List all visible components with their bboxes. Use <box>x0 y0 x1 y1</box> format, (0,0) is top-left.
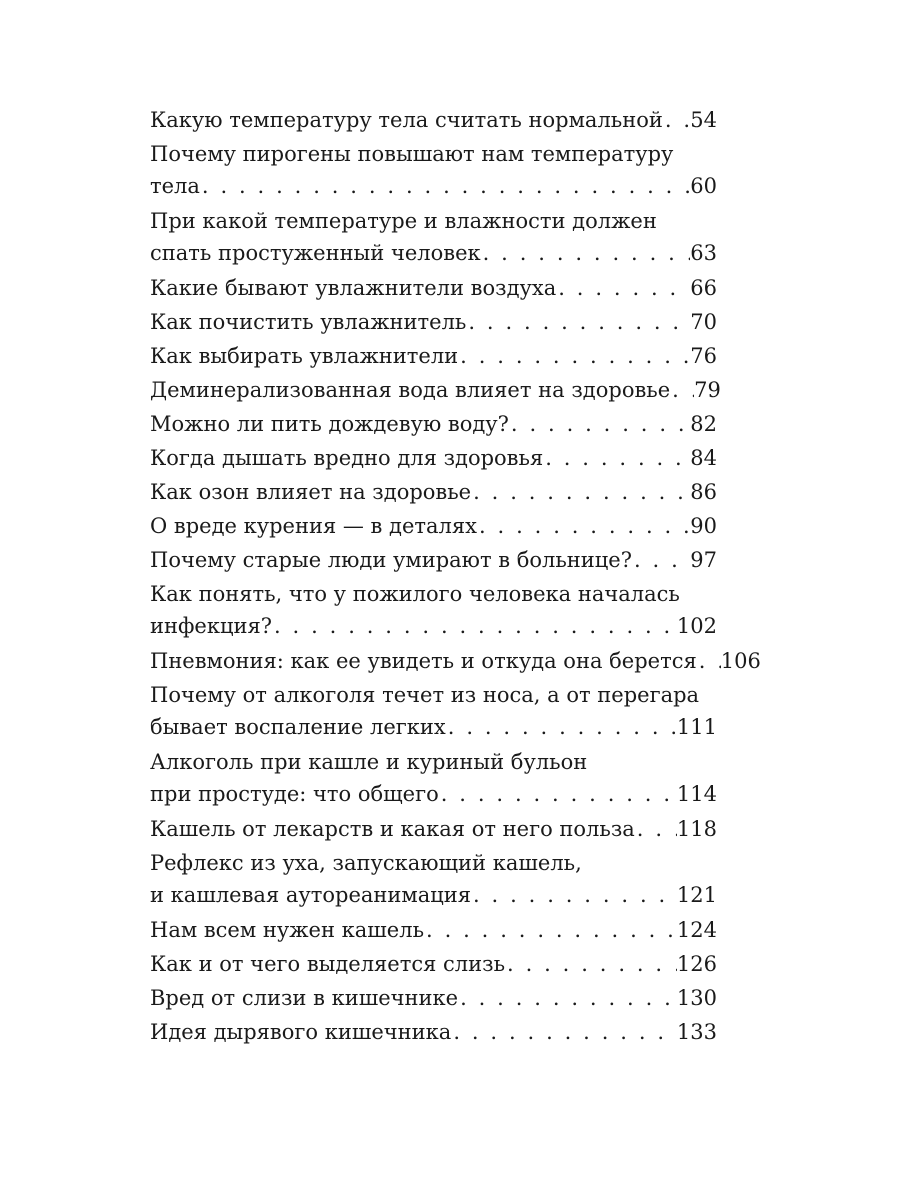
toc-entry-line <box>150 645 761 677</box>
dot-leader <box>424 914 677 946</box>
toc-entry-line <box>150 340 717 372</box>
toc-entry-line <box>150 272 717 304</box>
dot-leader <box>466 306 690 338</box>
toc-entry-line <box>150 982 717 1014</box>
toc-entry <box>150 645 761 677</box>
toc-entry <box>150 847 717 911</box>
dot-leader <box>505 948 677 980</box>
toc-page-number: 130 <box>676 986 717 1010</box>
toc-entry-line <box>150 510 717 542</box>
toc-entry-line <box>150 138 717 170</box>
dot-leader <box>471 879 677 911</box>
toc-entry <box>150 272 717 304</box>
toc-page-number: 70 <box>690 310 717 334</box>
dot-leader <box>543 442 690 474</box>
toc-entry <box>150 205 717 269</box>
toc-entry-title: Как озон влияет на здоровье <box>150 480 472 504</box>
toc-entry-title: инфекция? <box>150 614 272 638</box>
toc-entry <box>150 813 717 845</box>
toc-entry-title: Вред от слизи в кишечнике <box>150 986 459 1010</box>
toc-entry-line <box>150 374 721 406</box>
toc-entry <box>150 306 717 338</box>
toc-entry <box>150 914 717 946</box>
toc-entry-line <box>150 205 717 237</box>
toc-entry-title: при простуде: что общего <box>150 782 439 806</box>
toc-entry-line <box>150 914 717 946</box>
toc-entry-line <box>150 610 717 642</box>
toc-entry-title: Когда дышать вредно для здоровья <box>150 446 544 470</box>
dot-leader <box>481 237 691 269</box>
toc-page-number: 76 <box>690 344 717 368</box>
toc-entry-title: О вреде курения — в деталях <box>150 514 477 538</box>
dot-leader <box>477 510 690 542</box>
toc-page-number: 97 <box>690 548 717 572</box>
toc-entry-line <box>150 679 717 711</box>
toc-entry-title: тела <box>150 174 200 198</box>
toc-entry-line <box>150 1016 717 1048</box>
toc-entry-title: Можно ли пить дождевую воду? <box>150 412 509 436</box>
toc-page-number: 82 <box>690 412 717 436</box>
toc-entry <box>150 679 717 743</box>
toc-entry-title: При какой температуре и влажности должен <box>150 209 657 233</box>
toc-entry-title: Идея дырявого кишечника <box>150 1020 452 1044</box>
toc-entry <box>150 746 717 810</box>
dot-leader <box>272 610 677 642</box>
toc-entry-title: Как понять, что у пожилого человека началась <box>150 582 680 606</box>
toc-entry-line <box>150 578 717 610</box>
toc-entry <box>150 544 717 576</box>
dot-leader <box>458 340 690 372</box>
toc-entry-title: Пневмония: как ее увидеть и откуда она берется <box>150 649 697 673</box>
dot-leader <box>471 476 690 508</box>
dot-leader <box>200 170 690 202</box>
dot-leader <box>697 645 721 677</box>
table-of-contents <box>150 104 761 1050</box>
toc-entry-line <box>150 948 717 980</box>
toc-entry-title: Нам всем нужен кашель <box>150 918 425 942</box>
toc-entry-title: бывает воспаление легких <box>150 715 446 739</box>
dot-leader <box>632 544 690 576</box>
toc-page-number: 84 <box>690 446 717 470</box>
toc-entry <box>150 1016 717 1048</box>
toc-entry-line <box>150 711 717 743</box>
toc-page-number: 60 <box>690 174 717 198</box>
toc-page-number: 133 <box>676 1020 717 1044</box>
toc-page-number: 114 <box>676 782 717 806</box>
toc-entry <box>150 442 717 474</box>
toc-entry-line <box>150 442 717 474</box>
toc-page-number: 86 <box>690 480 717 504</box>
toc-entry <box>150 476 717 508</box>
toc-entry <box>150 578 717 642</box>
toc-entry-line <box>150 847 717 879</box>
toc-entry-line <box>150 306 717 338</box>
toc-page-number: 79 <box>694 378 721 402</box>
toc-entry-title: Какую температуру тела считать нормальной <box>150 108 663 132</box>
toc-page-number: 124 <box>676 918 717 942</box>
toc-entry <box>150 138 717 202</box>
dot-leader <box>509 408 690 440</box>
toc-entry-title: Рефлекс из уха, запускающий кашель, <box>150 851 582 875</box>
dot-leader <box>663 104 690 136</box>
toc-entry-line <box>150 408 717 440</box>
toc-entry-line <box>150 476 717 508</box>
dot-leader <box>451 1016 677 1048</box>
toc-page-number: 102 <box>676 614 717 638</box>
toc-page-number: 118 <box>676 817 717 841</box>
toc-entry-title: Как и от чего выделяется слизь <box>150 952 506 976</box>
toc-entry-title: Почему старые люди умирают в больнице? <box>150 548 632 572</box>
toc-entry-line <box>150 813 717 845</box>
toc-entry-title: Деминерализованная вода влияет на здоровье <box>150 378 671 402</box>
toc-page-number: 54 <box>690 108 717 132</box>
toc-entry-title: Как выбирать увлажнители <box>150 344 459 368</box>
toc-entry <box>150 374 721 406</box>
toc-page-number: 121 <box>676 883 717 907</box>
toc-page-number: 66 <box>690 276 717 300</box>
toc-page-number: 106 <box>720 649 761 673</box>
dot-leader <box>446 711 677 743</box>
dot-leader <box>458 982 677 1014</box>
toc-entry <box>150 340 717 372</box>
toc-entry-title: Почему пирогены повышают нам температуру <box>150 142 674 166</box>
toc-entry <box>150 104 717 136</box>
toc-entry-title: Как почистить увлажнитель <box>150 310 467 334</box>
toc-entry-line <box>150 778 717 810</box>
toc-entry-title: Алкоголь при кашле и куриный бульон <box>150 750 588 774</box>
toc-page-number: 111 <box>676 715 717 739</box>
toc-entry-line <box>150 544 717 576</box>
toc-entry <box>150 510 717 542</box>
toc-entry <box>150 948 717 980</box>
toc-entry-line <box>150 104 717 136</box>
dot-leader <box>635 813 677 845</box>
toc-entry-title: спать простуженный человек <box>150 241 481 265</box>
toc-entry-title: и кашлевая аутореанимация <box>150 883 471 907</box>
toc-entry-title: Почему от алкоголя течет из носа, а от перегара <box>150 683 700 707</box>
dot-leader <box>556 272 690 304</box>
toc-entry-title: Кашель от лекарств и какая от него польза <box>150 817 635 841</box>
toc-entry <box>150 982 717 1014</box>
toc-entry-line <box>150 170 717 202</box>
toc-page-number: 90 <box>690 514 717 538</box>
toc-page-number: 63 <box>690 241 717 265</box>
dot-leader <box>439 778 677 810</box>
toc-entry-title: Какие бывают увлажнители воздуха <box>150 276 557 300</box>
toc-page-number: 126 <box>676 952 717 976</box>
toc-entry-line <box>150 237 717 269</box>
toc-entry <box>150 408 717 440</box>
toc-entry-line <box>150 746 717 778</box>
toc-entry-line <box>150 879 717 911</box>
dot-leader <box>670 374 694 406</box>
